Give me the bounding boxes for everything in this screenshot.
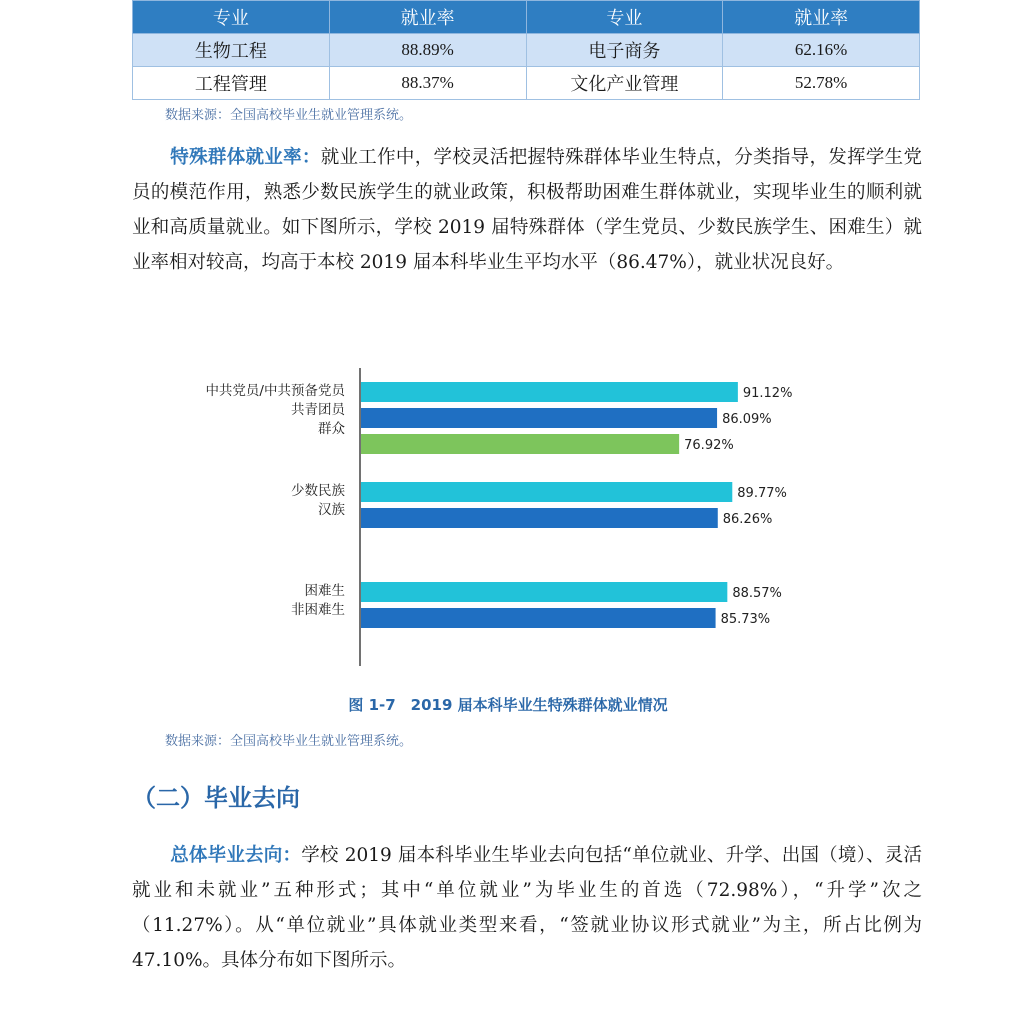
paragraph-lead: 特殊群体就业率： [170, 147, 321, 168]
category-label: 少数民族 [291, 483, 345, 499]
category-label: 非困难生 [291, 602, 345, 618]
category-label: 群众 [318, 421, 345, 437]
table-cell: 生物工程 [133, 34, 330, 67]
chart-bar [361, 582, 727, 602]
table-row [133, 67, 920, 100]
bar-value-label: 88.57% [732, 586, 782, 601]
header-major-2: 专业 [526, 1, 723, 34]
chart-bar [361, 508, 718, 528]
special-group-paragraph [132, 140, 922, 280]
category-label: 中共党员/中共预备党员 [205, 383, 345, 399]
special-group-chart [140, 360, 880, 685]
chart-bar [361, 434, 679, 454]
figure-caption: 图 1-7 2019 届本科毕业生特殊群体就业情况 [348, 696, 668, 714]
category-label: 共青团员 [291, 402, 345, 418]
bar-value-label: 85.73% [720, 612, 771, 627]
bar-value-label: 86.26% [722, 512, 773, 527]
chart-bar [361, 382, 738, 402]
table-cell: 52.78% [723, 67, 920, 100]
paragraph-lead: 总体毕业去向： [170, 845, 302, 866]
bar-value-label: 91.12% [742, 386, 793, 401]
paragraph-text: 就业工作中，学校灵活把握特殊群体毕业生特点，分类指导，发挥学生党员的模范作用，熟悉少数民族学生的就业政策，积极帮助困难生群体就业，实现毕业生的顺利就业和高质量就业。如下图所示，学校 2019 届特殊群体（学生党员、少数民族学生、困难生）就业率相对较高，均高于本校 2019 届本科毕业生平均水平（86.47%），就业状况良好。 [132, 147, 922, 273]
header-rate-1: 就业率 [329, 1, 526, 34]
category-label: 困难生 [304, 583, 345, 599]
chart-bar [361, 408, 717, 428]
header-major-1: 专业 [133, 1, 330, 34]
major-employment-table [132, 0, 920, 100]
table-cell: 88.37% [329, 67, 526, 100]
destination-paragraph [132, 838, 922, 978]
source-note: 数据来源：全国高校毕业生就业管理系统。 [165, 108, 413, 123]
bar-value-label: 89.77% [737, 486, 787, 501]
paragraph-text: 学校 2019 届本科毕业生毕业去向包括“单位就业、升学、出国（境）、灵活就业和未就业”五种形式；其中“单位就业”为毕业生的首选（72.98%），“升学”次之（11.27%）。从“单位就业”具体就业类型来看，“签就业协议形式就业”为主，所占比例为 47.10%。具体分布如下图所示。 [132, 845, 922, 971]
table-cell: 88.89% [329, 34, 526, 67]
table-cell: 文化产业管理 [526, 67, 723, 100]
bar-value-label: 76.92% [684, 438, 734, 453]
table-cell: 62.16% [723, 34, 920, 67]
table-row [133, 34, 920, 67]
table-cell: 电子商务 [526, 34, 723, 67]
bar-chart [140, 360, 880, 685]
table-header-row [133, 1, 920, 34]
chart-bar [361, 482, 732, 502]
chart-bar [361, 608, 716, 628]
section-title: （二）毕业去向 [132, 784, 300, 812]
category-label: 汉族 [318, 502, 345, 518]
table-cell: 工程管理 [133, 67, 330, 100]
header-rate-2: 就业率 [723, 1, 920, 34]
bar-value-label: 86.09% [722, 412, 772, 427]
source-note: 数据来源：全国高校毕业生就业管理系统。 [165, 734, 413, 749]
